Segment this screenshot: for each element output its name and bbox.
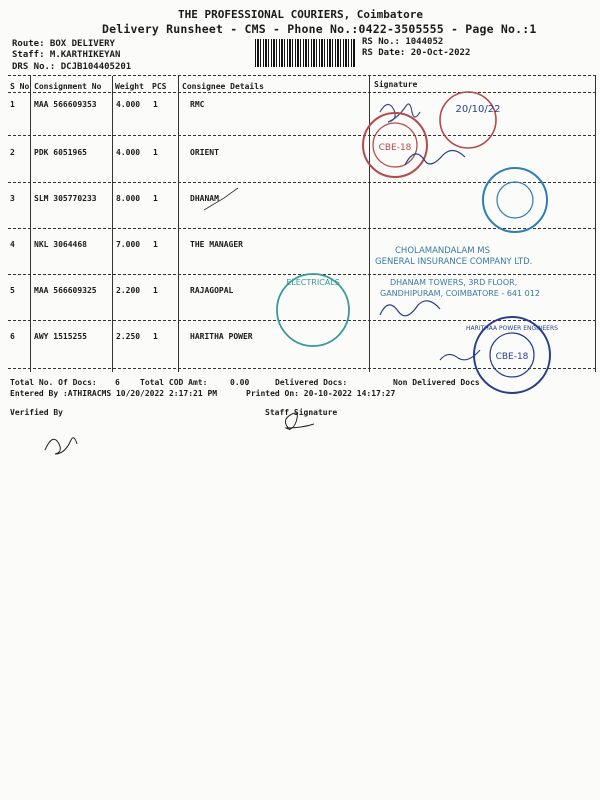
row-consignment: SLM 305770233 — [34, 194, 97, 203]
row-sno: 6 — [10, 332, 15, 341]
row-consignee: RMC — [190, 100, 205, 109]
row-pcs: 1 — [153, 194, 158, 203]
haritha-stamp — [466, 317, 558, 393]
row-sno: 5 — [10, 286, 15, 295]
entered-by: Entered By :ATHIRACMS 10/20/2022 2:17:21 PM — [10, 389, 218, 398]
row-sno: 3 — [10, 194, 15, 203]
signature-scribble-3 — [380, 301, 440, 316]
stamp-text-cbe18-2: CBE-18 — [495, 352, 529, 362]
row-consignment: MAA 566609353 — [34, 100, 97, 109]
row-consignment: MAA 566609325 — [34, 286, 97, 295]
cod-label: Total COD Amt: — [140, 378, 208, 387]
stamp-text-haritha: HARITHAA POWER ENGINEERS — [466, 325, 558, 332]
row-sno: 2 — [10, 148, 15, 157]
row-weight: 2.200 — [116, 286, 141, 295]
pen-mark — [204, 188, 238, 210]
stamp-line: GENERAL INSURANCE COMPANY LTD. — [375, 257, 533, 267]
row-pcs: 1 — [153, 148, 158, 157]
row-sno: 4 — [10, 240, 15, 249]
col-header-consignee: Consignee Details — [182, 82, 264, 91]
row-consignee: THE MANAGER — [190, 240, 243, 249]
insurance-stamp — [375, 246, 540, 298]
stamp-text-electricals: ELECTRICALS — [286, 278, 340, 287]
rs-date: RS Date: 20-Oct-2022 — [362, 48, 471, 58]
col-header-consignment: Consignment No — [34, 82, 102, 91]
route-label: Route: BOX DELIVERY — [12, 39, 115, 49]
row-pcs: 1 — [153, 332, 158, 341]
col-header-weight: Weight — [115, 82, 144, 91]
staff-label: Staff: M.KARTHIKEYAN — [12, 50, 121, 60]
electricals-stamp — [277, 274, 349, 346]
row-consignee: ORIENT — [190, 148, 219, 157]
row-pcs: 1 — [153, 240, 158, 249]
row-weight: 8.000 — [116, 194, 141, 203]
verified-by-label: Verified By — [10, 408, 63, 417]
total-docs-label: Total No. Of Docs: — [10, 378, 97, 387]
col-header-pcs: PCS — [152, 82, 167, 91]
non-delivered-label: Non Delivered Docs — [393, 378, 480, 387]
verified-signature — [45, 438, 77, 454]
teal-stamp — [483, 168, 547, 232]
row-pcs: 1 — [153, 286, 158, 295]
row-weight: 2.250 — [116, 332, 141, 341]
row-weight: 4.000 — [116, 100, 141, 109]
stamp-text-cbe18: CBE-18 — [378, 143, 412, 153]
col-header-sno: S No — [10, 82, 30, 91]
row-pcs: 1 — [153, 100, 158, 109]
row-consignee: HARITHA POWER — [190, 332, 253, 341]
row-weight: 4.000 — [116, 148, 141, 157]
row-weight: 7.000 — [116, 240, 141, 249]
staff-signature-scribble — [285, 413, 314, 430]
drs-label: DRS No.: DCJB104405201 — [12, 62, 132, 72]
red-company-stamp — [363, 113, 427, 177]
printed-on: Printed On: 20-10-2022 14:17:27 — [246, 389, 396, 398]
row-consignment: PDK 6051965 — [34, 148, 87, 157]
stamp-line: GANDHIPURAM, COIMBATORE - 641 012 — [380, 289, 540, 298]
red-company-stamp-2 — [440, 92, 500, 148]
rs-number: RS No.: 1044052 — [362, 37, 444, 47]
row-consignment: AWY 1515255 — [34, 332, 87, 341]
stamp-line: DHANAM TOWERS, 3RD FLOOR, — [390, 278, 518, 287]
signature-scribble-2 — [405, 150, 465, 165]
row-consignee: RAJAGOPAL — [190, 286, 234, 295]
row-consignee: DHANAM — [190, 194, 219, 203]
row-sno: 1 — [10, 100, 15, 109]
runsheet-subtitle: Delivery Runsheet - CMS - Phone No.:0422-3505555 - Page No.:1 — [102, 22, 537, 36]
cod-value: 0.00 — [230, 378, 250, 387]
col-header-signature: Signature — [374, 80, 418, 89]
company-title: THE PROFESSIONAL COURIERS, Coimbatore — [178, 8, 424, 21]
staff-signature-label: Staff Signature — [265, 408, 338, 417]
total-docs-value: 6 — [115, 378, 120, 387]
row-consignment: NKL 3064468 — [34, 240, 87, 249]
stamp-line: CHOLAMANDALAM MS — [395, 246, 490, 256]
delivered-label: Delivered Docs: — [275, 378, 348, 387]
handwritten-date: 20/10/22 — [455, 104, 501, 115]
